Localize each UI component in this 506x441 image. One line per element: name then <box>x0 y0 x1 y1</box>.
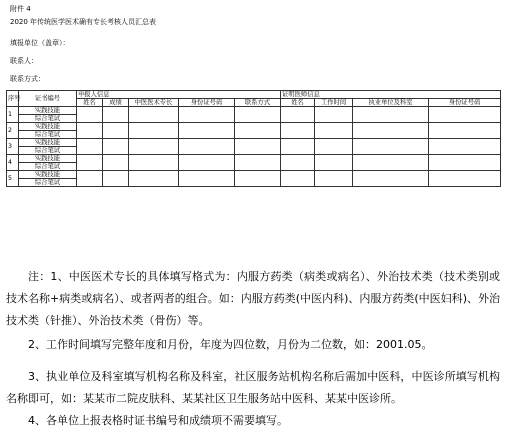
header-mentor-name: 姓名 <box>281 99 315 107</box>
cell[interactable] <box>103 155 129 171</box>
cell[interactable] <box>103 139 129 155</box>
cell[interactable] <box>353 139 429 155</box>
cell[interactable] <box>429 139 501 155</box>
cell[interactable] <box>235 139 281 155</box>
summary-table <box>6 90 501 187</box>
cell[interactable] <box>315 107 353 123</box>
cell[interactable] <box>179 107 235 123</box>
row-score-type: 综合笔试 <box>19 179 77 187</box>
row-seq: 2 <box>7 123 19 139</box>
note-4 <box>6 410 500 432</box>
cell[interactable] <box>281 155 315 171</box>
table-row <box>7 139 501 147</box>
header-applicant-name: 姓名 <box>77 99 103 107</box>
note-2-text: 2、工作时间填写完整年度和月份，年度为四位数，月份为二位数，如：2001.05。 <box>28 338 433 351</box>
row-seq: 3 <box>7 139 19 155</box>
cell[interactable] <box>103 171 129 187</box>
row-exam-type: 实践技能 <box>19 155 77 163</box>
table-header-row-1 <box>7 91 501 99</box>
note-1-text: 注：1、中医医术专长的具体填写格式为：内服方药类（病类或病名）、外治技术类（技术类别或技术名称+病类或病名）、或者两者的组合。如：内服方药类(中医内科)、内服方药类(中医妇科)、外治技术类（针推）、外治技术类（骨伤）等。 <box>6 270 500 327</box>
cell[interactable] <box>353 155 429 171</box>
header-applicant-score: 成绩 <box>103 99 129 107</box>
row-exam-type: 实践技能 <box>19 107 77 115</box>
cell[interactable] <box>281 107 315 123</box>
cell[interactable] <box>103 123 129 139</box>
cell[interactable] <box>281 139 315 155</box>
cell[interactable] <box>77 171 103 187</box>
cell[interactable] <box>429 171 501 187</box>
cell[interactable] <box>315 171 353 187</box>
note-3 <box>6 366 500 410</box>
cell[interactable] <box>179 171 235 187</box>
cell[interactable] <box>129 171 179 187</box>
attachment-label: 附件 4 <box>10 5 31 13</box>
row-score-type: 综合笔试 <box>19 147 77 155</box>
cell[interactable] <box>353 123 429 139</box>
cell[interactable] <box>235 107 281 123</box>
note-3-text: 3、执业单位及科室填写机构名称及科室，社区服务站机构名称后需加中医科，中医诊所填写机构名称即可，如：某某市二院皮肤科、某某社区卫生服务站中医科、某某中医诊所。 <box>6 370 500 405</box>
cell[interactable] <box>77 107 103 123</box>
row-exam-type: 实践技能 <box>19 123 77 131</box>
table-row <box>7 155 501 163</box>
cell[interactable] <box>179 155 235 171</box>
cell[interactable] <box>429 155 501 171</box>
header-applicant-id: 身份证号码 <box>179 99 235 107</box>
header-cert-no: 证书编号 <box>19 91 77 107</box>
cell[interactable] <box>179 123 235 139</box>
cell[interactable] <box>315 139 353 155</box>
cell[interactable] <box>429 123 501 139</box>
table-header-row-2 <box>7 99 501 107</box>
cell[interactable] <box>77 139 103 155</box>
row-seq: 4 <box>7 155 19 171</box>
note-1 <box>6 266 500 332</box>
cell[interactable] <box>235 123 281 139</box>
table-row <box>7 107 501 115</box>
header-mentor-worktime: 工作时间 <box>315 99 353 107</box>
header-mentor-unit: 执业单位及科室 <box>353 99 429 107</box>
cell[interactable] <box>353 107 429 123</box>
cell[interactable] <box>129 123 179 139</box>
cell[interactable] <box>103 107 129 123</box>
contact-method-label: 联系方式： <box>10 75 45 83</box>
header-applicant-specialty: 中医医术专长 <box>129 99 179 107</box>
cell[interactable] <box>129 139 179 155</box>
row-exam-type: 实践技能 <box>19 139 77 147</box>
header-mentor-group: 证明医师信息 <box>281 91 501 99</box>
cell[interactable] <box>179 139 235 155</box>
header-applicant-contact: 联系方式 <box>235 99 281 107</box>
cell[interactable] <box>281 171 315 187</box>
table-row <box>7 171 501 179</box>
row-score-type: 综合笔试 <box>19 115 77 123</box>
header-seq: 序号 <box>7 91 19 107</box>
row-exam-type: 实践技能 <box>19 171 77 179</box>
cell[interactable] <box>77 123 103 139</box>
header-applicant-group: 申报人信息 <box>77 91 281 99</box>
cell[interactable] <box>429 107 501 123</box>
note-2 <box>6 334 500 356</box>
reporting-unit-label: 填报单位（盖章）： <box>10 39 70 47</box>
cell[interactable] <box>315 123 353 139</box>
cell[interactable] <box>77 155 103 171</box>
cell[interactable] <box>235 155 281 171</box>
table-row <box>7 123 501 131</box>
cell[interactable] <box>129 107 179 123</box>
cell[interactable] <box>281 123 315 139</box>
note-4-text: 4、各单位上报表格时证书编号和成绩项不需要填写。 <box>28 414 288 427</box>
row-score-type: 综合笔试 <box>19 163 77 171</box>
cell[interactable] <box>315 155 353 171</box>
row-score-type: 综合笔试 <box>19 131 77 139</box>
cell[interactable] <box>235 171 281 187</box>
contact-person-label: 联系人： <box>10 57 38 65</box>
row-seq: 1 <box>7 107 19 123</box>
document-title: 2020 年传统医学医术确有专长考核人员汇总表 <box>10 18 157 26</box>
cell[interactable] <box>353 171 429 187</box>
cell[interactable] <box>129 155 179 171</box>
row-seq: 5 <box>7 171 19 187</box>
header-mentor-id: 身份证号码 <box>429 99 501 107</box>
